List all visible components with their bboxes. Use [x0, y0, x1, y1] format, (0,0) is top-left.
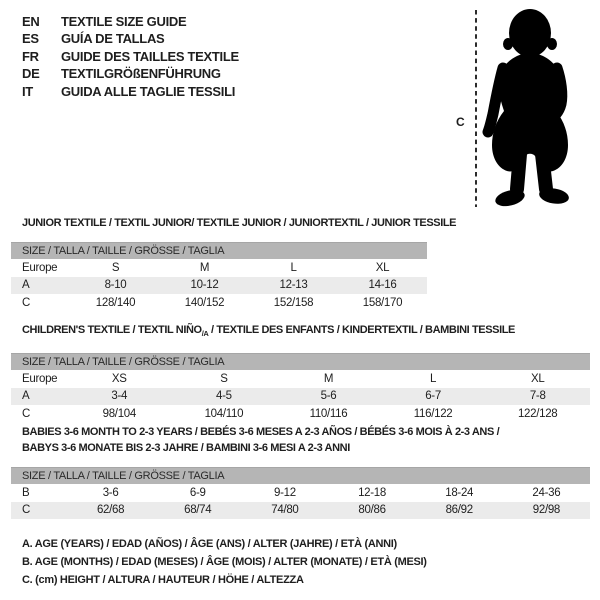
table-row: [11, 259, 427, 277]
size-value: 6-9: [189, 486, 206, 499]
baby-leg-left: [517, 154, 520, 189]
size-value: XS: [111, 372, 127, 385]
row-label: C: [22, 296, 31, 309]
size-value: XL: [530, 372, 545, 385]
baby-height-figure: [450, 4, 600, 216]
size-value: 116/122: [413, 407, 453, 420]
size-value: XL: [375, 261, 390, 274]
size-value: 9-12: [273, 486, 296, 499]
size-value: 12-13: [249, 277, 338, 295]
size-value: 74/80: [241, 502, 328, 520]
size-value: 3-4: [67, 388, 172, 406]
size-value: 24-36: [532, 486, 561, 499]
size-value: S: [111, 261, 120, 274]
size-value: 104/110: [204, 407, 244, 420]
footnote: C. (cm) HEIGHT / ALTURA / HAUTEUR / HÖHE / ALTEZZA: [22, 574, 304, 586]
language-label: TEXTILGRÖßENFÜHRUNG: [61, 66, 221, 82]
table-row: [11, 370, 590, 388]
baby-head: [509, 9, 551, 57]
row-label: C: [11, 502, 67, 520]
table-title-segment: / TEXTILE DES ENFANTS / KINDERTEXTIL / BAMBINI TESSILE: [208, 324, 515, 336]
footnotes: [22, 535, 427, 589]
children-size-table-block: [11, 322, 590, 423]
size-value: 86/92: [416, 502, 503, 520]
language-code: EN: [22, 14, 40, 29]
table-row: [11, 388, 590, 406]
size-header-row: [11, 468, 590, 485]
size-value: 140/152: [184, 296, 225, 309]
baby-ear-left: [503, 38, 513, 50]
size-value: 7-8: [485, 388, 590, 406]
size-value: L: [430, 372, 437, 385]
size-table: [11, 353, 590, 423]
size-value: 8-10: [71, 277, 160, 295]
language-code: ES: [22, 31, 39, 47]
size-value: 18-24: [445, 486, 474, 499]
footnote: A. AGE (YEARS) / EDAD (AÑOS) / ÂGE (ANS) / ALTER (JAHRE) / ETÀ (ANNI): [22, 538, 397, 550]
language-row: [22, 83, 239, 100]
size-value: 62/68: [67, 502, 154, 520]
size-value: 152/158: [273, 296, 314, 309]
language-label: GUÍA DE TALLAS: [61, 31, 165, 47]
size-value: 4-5: [172, 388, 277, 406]
language-row: [22, 65, 239, 82]
language-code: FR: [22, 48, 39, 64]
size-value: 68/74: [154, 502, 241, 520]
size-value: 14-16: [338, 277, 427, 295]
size-table: [11, 467, 590, 519]
size-value: S: [220, 372, 228, 385]
table-row: [11, 294, 427, 312]
table-title-segment: BABIES 3-6 MONTH TO 2-3 YEARS / BEBÉS 3-6 MESES A 2-3 AÑOS / BÉBÉS 3-6 MOIS À 2-3 ANS /: [22, 426, 500, 438]
size-value: 10-12: [160, 277, 249, 295]
size-value: 92/98: [503, 502, 590, 520]
size-value: L: [290, 261, 297, 274]
language-row: [22, 30, 239, 47]
size-value: 158/170: [362, 296, 403, 309]
size-header-row: [11, 354, 590, 371]
table-title: [11, 215, 457, 231]
height-measure-label: C: [456, 115, 465, 129]
size-value: M: [199, 261, 210, 274]
table-title-segment: CHILDREN'S TEXTILE / TEXTIL NIÑO: [22, 324, 202, 336]
table-row: [11, 484, 590, 502]
size-header-row: [11, 243, 427, 260]
babies-size-table-block: [11, 424, 590, 519]
row-label: B: [22, 486, 30, 499]
size-value: 3-6: [102, 486, 119, 499]
size-value: 110/116: [309, 407, 348, 420]
table-row: [11, 405, 590, 423]
row-label: Europe: [22, 261, 58, 274]
language-row: [22, 13, 239, 30]
size-value: 98/104: [102, 407, 136, 420]
language-label: GUIDA ALLE TAGLIE TESSILI: [61, 83, 236, 99]
junior-size-table-block: [11, 215, 457, 312]
language-label: GUIDE DES TAILLES TEXTILE: [61, 48, 239, 64]
footnote: B. AGE (MONTHS) / EDAD (MESES) / ÂGE (MOIS) / ALTER (MONATE) / ETÀ (MESI): [22, 556, 427, 568]
row-label: C: [22, 407, 31, 420]
size-header: SIZE / TALLA / TAILLE / GRÖSSE / TAGLIA: [11, 354, 590, 371]
size-header: SIZE / TALLA / TAILLE / GRÖSSE / TAGLIA: [11, 468, 590, 485]
table-title: [11, 322, 590, 342]
size-value: 12-18: [358, 486, 386, 499]
size-value: 122/128: [517, 407, 558, 420]
size-table: [11, 242, 427, 312]
language-list: [22, 13, 239, 100]
row-label: A: [11, 277, 71, 295]
language-label: TEXTILE SIZE GUIDE: [61, 14, 187, 29]
table-title-segment: /A: [201, 329, 209, 339]
size-header: SIZE / TALLA / TAILLE / GRÖSSE / TAGLIA: [11, 243, 427, 260]
size-value: 6-7: [381, 388, 486, 406]
baby-silhouette: [488, 9, 570, 209]
language-row: [22, 48, 239, 65]
baby-leg-right: [542, 154, 546, 189]
table-title: [11, 424, 590, 456]
language-code: DE: [22, 66, 40, 82]
table-title-segment: JUNIOR TEXTILE / TEXTIL JUNIOR/ TEXTILE JUNIOR / JUNIORTEXTIL / JUNIOR TESSILE: [22, 217, 457, 229]
size-value: 5-6: [276, 388, 381, 406]
row-label: Europe: [22, 372, 58, 385]
language-code: IT: [22, 83, 33, 99]
table-title-segment: BABYS 3-6 MONATE BIS 2-3 JAHRE / BAMBINI 3-6 MESI A 2-3 ANNI: [22, 442, 350, 454]
size-value: 128/140: [95, 296, 136, 309]
table-row: [11, 502, 590, 520]
baby-ear-right: [547, 38, 557, 50]
size-value: M: [323, 372, 334, 385]
table-row: [11, 277, 427, 295]
row-label: A: [11, 388, 67, 406]
size-value: 80/86: [328, 502, 415, 520]
